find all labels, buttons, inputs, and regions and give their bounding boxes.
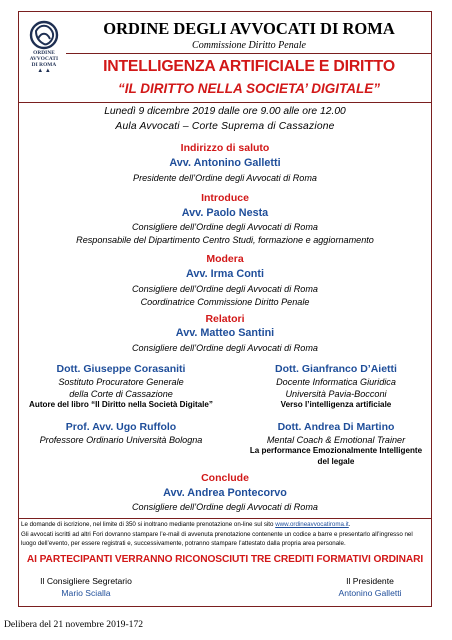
knot-emblem-icon [29, 20, 59, 50]
registration-link[interactable]: www.ordineavvocatiroma.it [275, 521, 349, 528]
event-subtitle: “IL DIRITTO NELLA SOCIETA’ DIGITALE” [117, 81, 380, 96]
registration-note-3: luogo dell’evento, per essere registrati e, successivamente, potranno stampare l’attestato dalla propria area personale. [21, 540, 346, 547]
signature-president [318, 575, 422, 599]
event-date: Lunedì 9 dicembre 2019 dalle ore 9.00 alle ore 12.00 [104, 106, 346, 117]
speaker-role: Docente Informatica Giuridica [276, 377, 396, 387]
speaker-name: Dott. Andrea Di Martino [277, 421, 395, 433]
speaker-role: Sostituto Procuratore Generale [58, 377, 184, 387]
speakers-heading: Relatori [205, 313, 245, 325]
closing-role: Consigliere dell’Ordine degli Avvocati di Roma [131, 502, 318, 512]
greeting-name: Avv. Antonino Galletti [169, 157, 281, 169]
speaker-name: Prof. Avv. Ugo Ruffolo [65, 421, 177, 433]
speaker-role: Università Pavia-Bocconi [285, 389, 387, 399]
signature-name: Mario Scialla [61, 588, 111, 598]
intro-name: Avv. Paolo Nesta [181, 207, 269, 219]
header-divider [66, 53, 432, 54]
speaker-topic: La performance Emozionalmente Intelligente [249, 446, 423, 455]
greeting-role: Presidente dell’Ordine degli Avvocati di Roma [133, 173, 317, 183]
bar-logo [25, 20, 63, 88]
moderator-role-1: Consigliere dell’Ordine degli Avvocati di Roma [131, 284, 318, 294]
speaker-topic: Verso l’intelligenza artificiale [280, 400, 392, 409]
intro-heading: Introduce [201, 192, 249, 204]
credits-banner: AI PARTECIPANTI VERRANNO RICONOSCIUTI TRE CREDITI FORMATIVI ORDINARI [26, 554, 424, 565]
speaker-name: Dott. Gianfranco D’Aietti [275, 363, 397, 375]
speaker-role: Mental Coach & Emotional Trainer [266, 435, 406, 445]
speaker-topic: Autore del libro “Il Diritto nella Società Digitale” [29, 400, 213, 409]
registration-text-end: . [348, 521, 351, 528]
intro-role-2: Responsabile del Dipartimento Centro Studi, formazione e aggiornamento [76, 235, 374, 245]
signature-secretary [26, 575, 146, 599]
org-name: ORDINE DEGLI AVVOCATI DI ROMA [103, 19, 395, 38]
speaker-name: Dott. Giuseppe Corasaniti [56, 363, 186, 375]
moderator-role-2: Coordinatrice Commissione Diritto Penale [140, 297, 310, 307]
signature-title: Il Consigliere Segretario [40, 576, 132, 586]
greeting-heading: Indirizzo di saluto [180, 142, 270, 154]
speaker-role: Professore Ordinario Università Bologna [39, 435, 203, 445]
event-title: INTELLIGENZA ARTIFICIALE E DIRITTO [103, 58, 395, 75]
title-divider [18, 102, 432, 103]
speaker-name-main: Avv. Matteo Santini [175, 327, 275, 339]
moderator-name: Avv. Irma Conti [186, 268, 264, 280]
registration-note-1 [21, 521, 429, 530]
speaker-block-right-2 [241, 420, 431, 467]
closing-name: Avv. Andrea Pontecorvo [163, 487, 287, 499]
delibera-note: Delibera del 21 novembre 2019-172 [4, 619, 144, 630]
speaker-role-main: Consigliere dell’Ordine degli Avvocati di Roma [131, 343, 318, 353]
logo-text-line1: ORDINE [33, 50, 55, 56]
signature-title: Il Presidente [346, 576, 394, 586]
registration-note-2: Gli avvocati iscritti ad altri Fori dovranno stampare l’e-mail di avvenuta prenotazione contenente un codice a barre e presentarlo all’ingresso nel [21, 531, 413, 538]
speaker-block-left-2 [26, 420, 216, 446]
footer-divider [18, 518, 432, 519]
closing-heading: Conclude [201, 472, 249, 484]
commission-name: Commissione Diritto Penale [192, 40, 306, 51]
speaker-topic: del legale [317, 456, 355, 466]
signature-name: Antonino Galletti [338, 588, 402, 598]
moderator-heading: Modera [206, 253, 244, 265]
speaker-role: della Corte di Cassazione [69, 389, 173, 399]
logo-text-line3: DI ROMA [31, 62, 57, 68]
speaker-block-left-1 [26, 362, 216, 411]
speaker-block-right-1 [241, 362, 431, 411]
intro-role-1: Consigliere dell’Ordine degli Avvocati di Roma [131, 222, 318, 232]
logo-text-line2: AVVOCATI [29, 56, 59, 62]
logo-marks: ▲ ▲ [37, 68, 51, 74]
event-venue: Aula Avvocati – Corte Suprema di Cassazione [115, 121, 335, 132]
registration-text: Le domande di iscrizione, nel limite di 350 si inoltrano mediante prenotazione on-line sul sito [21, 521, 276, 528]
